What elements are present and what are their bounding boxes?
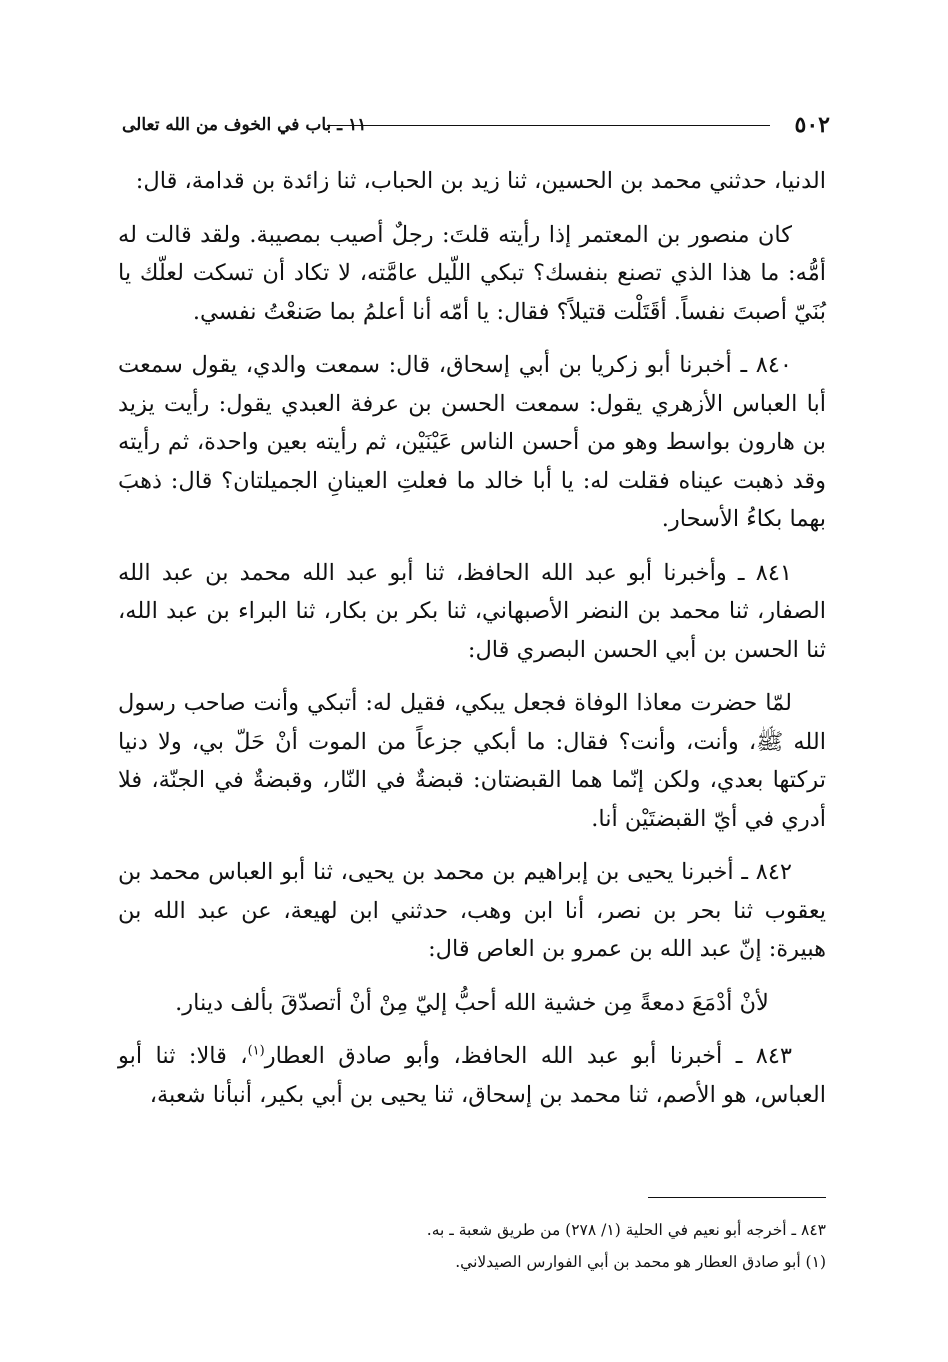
hadith-841-matn: لمّا حضرت معاذا الوفاة فجعل يبكي، فقيل له: أتبكي وأنت صاحب رسول الله ﷺ، وأنت، وأنت؟ فقال: ما أبكي جزعاً من الموت أنْ حَلّ بي، ولا دنيا تركتها بعدي، ولكن إنّما هما القبضتان: قبضةٌ في النّار، وقبضةٌ في الجنّة، فلا أدري في أيّ القبضتَيْن أنا. [118, 690, 826, 832]
hadith-840: ٨٤٠ ـ أخبرنا أبو زكريا بن أبي إسحاق، قال: سمعت والدي، يقول سمعت أبا العباس الأزهري يقول: سمعت الحسن بن عرفة العبدي يقول: رأيت يزيد بن هارون بواسط وهو من أحسن الناس عَيْنَيْن، ثم رأيته بعين واحدة، ثم رأيته وقد ذهبت عيناه فقلت له: يا أبا خالد ما فعلتِ العينانِ الجميلتان؟ قال: ذهبَ بهما بكاءُ الأسحار. [118, 352, 826, 532]
hadith-841-isnad: ٨٤١ ـ وأخبرنا أبو عبد الله الحافظ، ثنا أبو عبد الله محمد بن عبد الله الصفار، ثنا محمد بن النضر الأصبهاني، ثنا بكر بن بكار، ثنا البراء بن عبد الله، ثنا الحسن بن أبي الحسن البصري قال: [118, 559, 826, 663]
hadith-843-part-2: ، قالا: ثنا أبو العباس، هو الأصم، ثنا محمد بن إسحاق، ثنا يحيى بن أبي بكير، أنبأنا شعبة، [118, 1043, 826, 1108]
hadith-843 [118, 1037, 826, 1114]
hadith-842-matn: لأنْ أدْمَعَ دمعةً مِن خشية الله أحبُّ إليّ مِنْ أنْ أتصدّقَ بألف دينار. [175, 989, 769, 1016]
footnotes [118, 1214, 826, 1278]
hadith-843-part-1: ٨٤٣ ـ أخبرنا أبو عبد الله الحافظ، وأبو صادق العطار [264, 1043, 792, 1069]
chapter-title: ١١ ـ باب في الخوف من الله تعالى [122, 115, 367, 135]
hadith-842-isnad: ٨٤٢ ـ أخبرنا يحيى بن إبراهيم بن محمد بن يحيى، ثنا أبو العباس محمد بن يعقوب ثنا بحر بن نصر، أنا ابن وهب، حدثني ابن لهيعة، عن عبد الله بن هبيرة: إنّ عبد الله بن عمرو بن العاص قال: [118, 859, 826, 962]
footnote-marker[interactable]: (١) [247, 1043, 265, 1059]
paragraph-continuation: الدنيا، حدثني محمد بن الحسين، ثنا زيد بن الحباب، ثنا زائدة بن قدامة، قال: [135, 168, 826, 194]
footnote-1: (١) أبو صادق العطار هو محمد بن أبي الفوارس الصيدلاني. [455, 1253, 826, 1271]
header-rule [327, 125, 770, 126]
main-text [118, 162, 826, 1129]
footnote-separator [648, 1197, 826, 1198]
running-header [122, 110, 830, 140]
page-number: ٥٠٢ [794, 112, 830, 138]
paragraph-narration: كان منصور بن المعتمر إذا رأيته قلتَ: رجلٌ أصيب بمصيبة. ولقد قالت له أمُّه: ما هذا الذي تصنع بنفسك؟ تبكي اللّيل عامَّته، لا تكاد أن تسكت لعلّك يا بُنَيّ أصبتَ نفساً. أقَتَلْت قتيلاً؟ فقال: يا أمّه أنا أعلمُ بما صَنعْتُ نفسي. [118, 221, 826, 325]
footnote-takhrij: ٨٤٣ ـ أخرجه أبو نعيم في الحلية (١/ ٢٧٨) من طريق شعبة ـ به. [426, 1221, 826, 1239]
